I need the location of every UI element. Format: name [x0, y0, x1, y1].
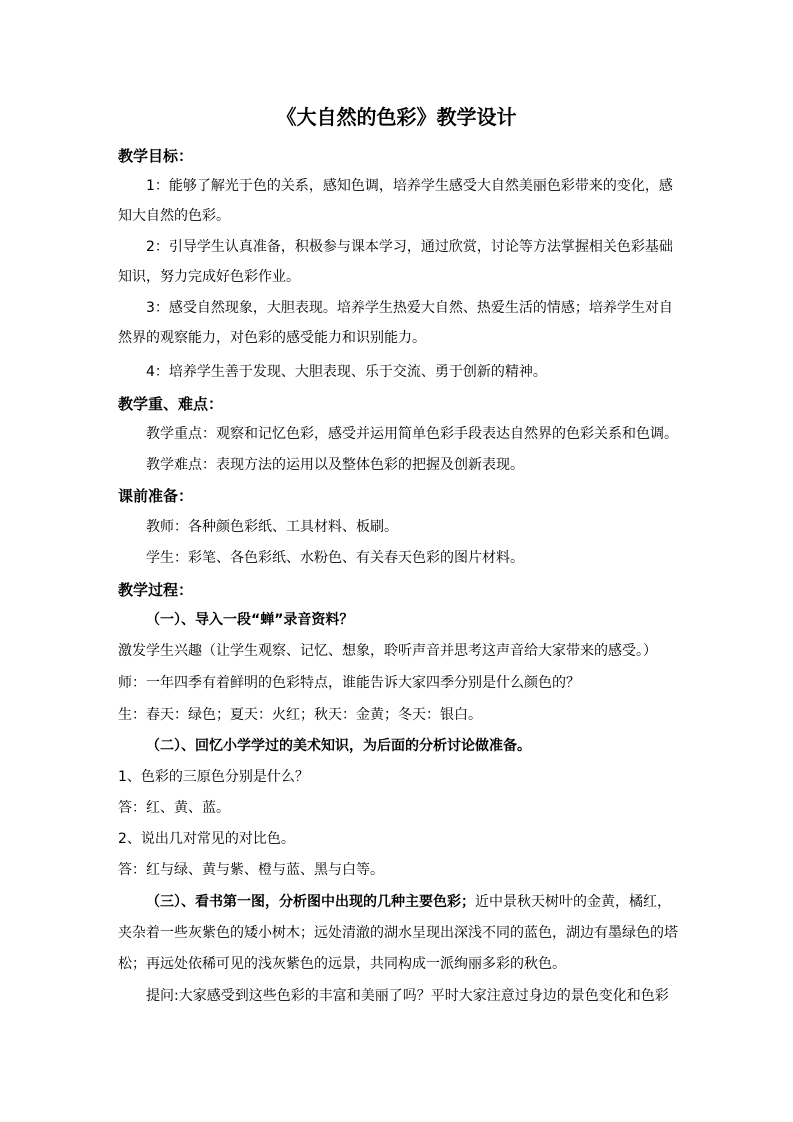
- step-1-text: 激发学生兴趣（让学生观察、记忆、想象，聆听声音并思考这声音给大家带来的感受。）: [118, 643, 657, 659]
- step-1-teacher: 师：一年四季有着鲜明的色彩特点，谁能告诉大家四季分别是什么颜色的？: [118, 675, 580, 691]
- preparation-student: 学生：彩笔、各色彩纸、水粉色、有关春天色彩的图片材料。: [146, 550, 524, 566]
- step-2-answer-1: 答：红、黄、蓝。: [118, 800, 230, 816]
- document-title: 《大自然的色彩》教学设计: [276, 105, 517, 129]
- step-3-line-1-rest: 近中景秋天树叶的金黄，橘红，: [475, 894, 671, 910]
- objective-2-line-1: 2：引导学生认真准备，积极参与课本学习，通过欣赏，讨论等方法掌握相关色彩基础: [146, 239, 673, 255]
- step-2-question-1: 1、色彩的三原色分别是什么？: [118, 769, 309, 785]
- objective-1-line-2: 知大自然的色彩。: [118, 208, 230, 224]
- step-1-student: 生：春天：绿色；夏天：火红；秋天：金黄；冬天：银白。: [118, 707, 482, 723]
- preparation-teacher: 教师：各种颜色彩纸、工具材料、板刷。: [146, 519, 398, 535]
- objective-1-line-1: 1：能够了解光于色的关系，感知色调，培养学生感受大自然美丽色彩带来的变化，感: [146, 178, 673, 194]
- objective-2-line-2: 知识，努力完成好色彩作业。: [118, 269, 300, 285]
- objective-4-line-1: 4：培养学生善于发现、大胆表现、乐于交流、勇于创新的精神。: [146, 364, 547, 380]
- key-point-text: 教学重点：观察和记忆色彩，感受并运用简单色彩手段表达自然界的色彩关系和色调。: [146, 426, 678, 442]
- step-1-title: （一）、导入一段“蝉”录音资料？: [146, 612, 354, 628]
- difficult-point-text: 教学难点：表现方法的运用以及整体色彩的把握及创新表现。: [146, 457, 524, 473]
- step-3-line-3: 松；再远处依稀可见的浅灰紫色的远景，共同构成一派绚丽多彩的秋色。: [118, 956, 566, 972]
- step-2-title: （二）、回忆小学学过的美术知识，为后面的分析讨论做准备。: [146, 738, 531, 754]
- step-2-question-2: 2、说出几对常见的对比色。: [118, 831, 295, 847]
- step-2-answer-2: 答：红与绿、黄与紫、橙与蓝、黑与白等。: [118, 862, 384, 878]
- step-3-line-2: 夹杂着一些灰紫色的矮小树木；远处清澈的湖水呈现出深浅不同的蓝色，湖边有墨绿色的塔: [118, 925, 678, 941]
- key-points-heading: 教学重、难点：: [118, 395, 224, 413]
- step-3-line-1: [146, 887, 716, 917]
- process-heading: 教学过程：: [118, 581, 194, 599]
- preparation-heading: 课前准备：: [118, 487, 194, 505]
- objective-3-line-1: 3：感受自然现象，大胆表现。培养学生热爱大自然、热爱生活的情感；培养学生对自: [146, 300, 673, 316]
- objectives-heading: 教学目标：: [118, 147, 194, 165]
- step-3-title: （三）、看书第一图，分析图中出现的几种主要色彩；: [146, 894, 475, 910]
- step-3-question: 提问:大家感受到这些色彩的丰富和美丽了吗？平时大家注意过身边的景色变化和色彩: [146, 988, 669, 1004]
- objective-3-line-2: 然界的观察能力，对色彩的感受能力和识别能力。: [118, 330, 426, 346]
